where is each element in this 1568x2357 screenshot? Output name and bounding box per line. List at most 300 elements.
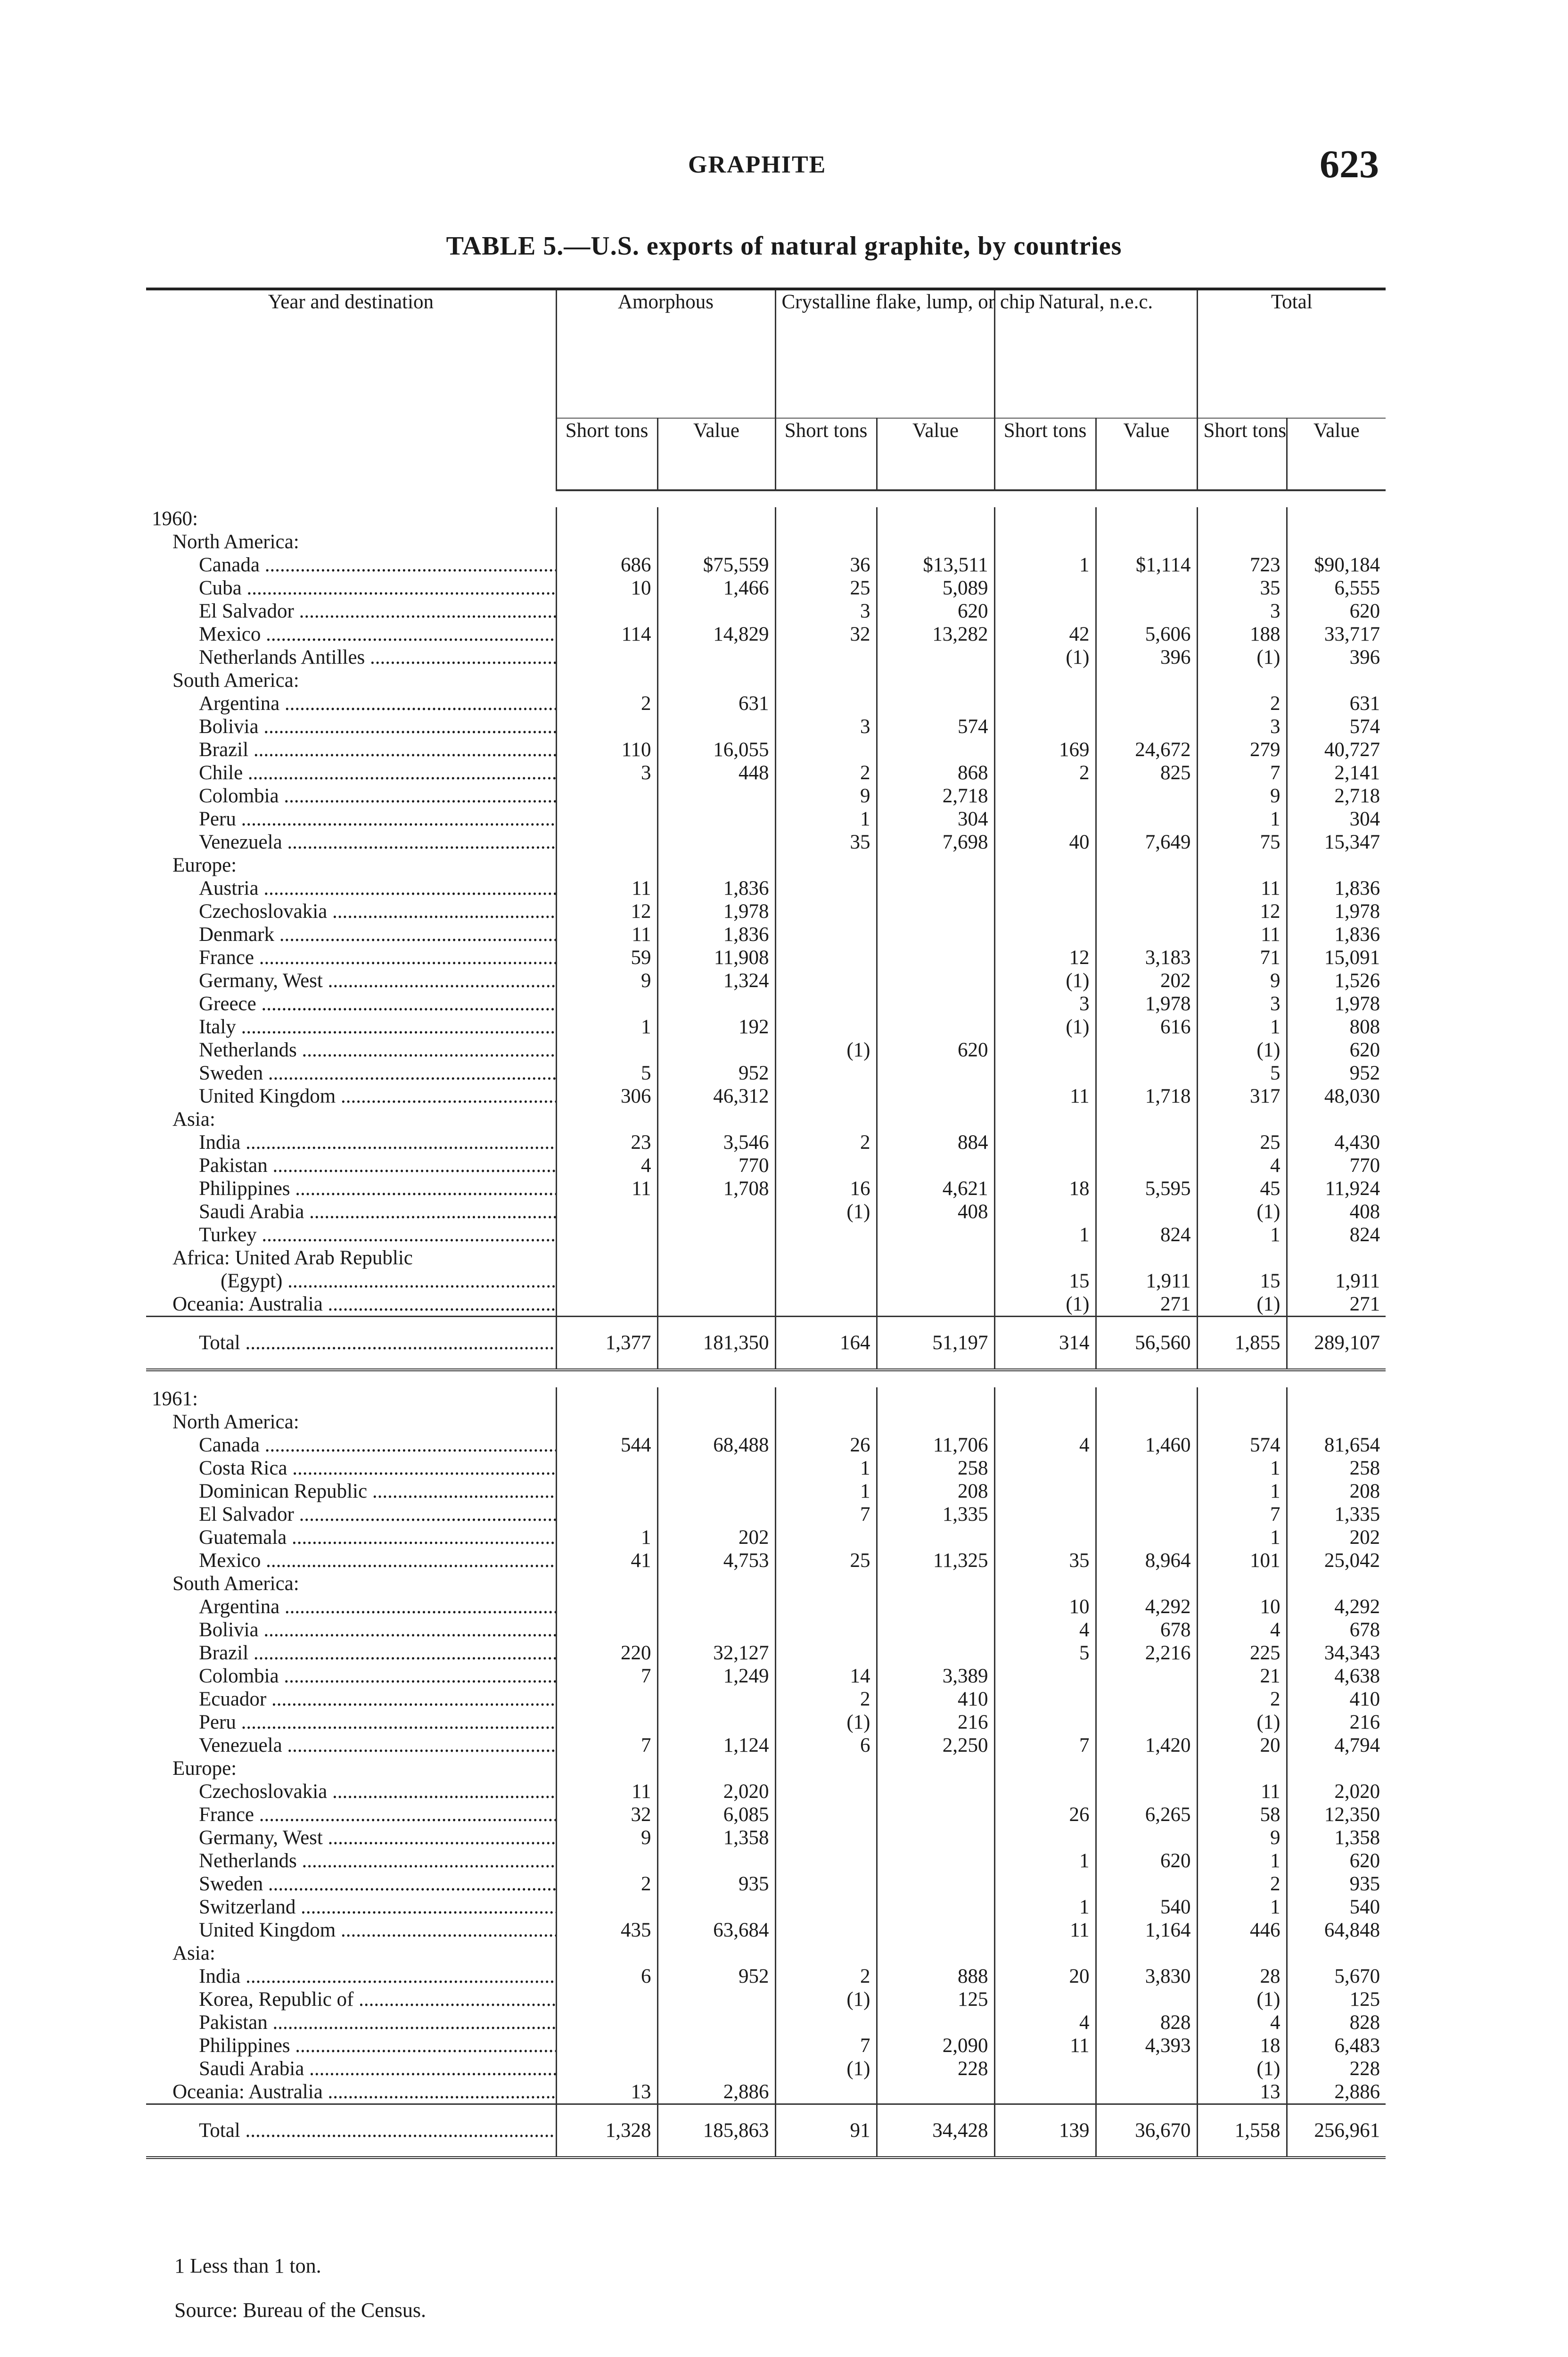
table-cell: 75 — [1197, 831, 1287, 854]
table-cell: 620 — [877, 600, 994, 623]
table-cell: 1,836 — [657, 877, 775, 900]
table-cell: 4 — [1197, 1154, 1287, 1177]
table-cell — [775, 646, 877, 669]
table-cell — [1096, 1200, 1197, 1223]
table-cell — [1096, 1387, 1197, 1410]
table-cell — [775, 1618, 877, 1641]
row-label — [146, 1503, 556, 1526]
table-cell: 435 — [556, 1919, 657, 1942]
footnotes — [174, 2244, 426, 2332]
table-cell — [877, 1154, 994, 1177]
table-cell — [994, 1503, 1096, 1526]
table-cell — [877, 1223, 994, 1246]
table-cell: 620 — [1096, 1849, 1197, 1872]
table-cell — [775, 738, 877, 761]
table-cell: 20 — [994, 1965, 1096, 1988]
table-cell — [994, 1988, 1096, 2011]
table-row — [146, 1780, 1386, 1803]
table-cell — [1287, 1387, 1386, 1410]
table-cell: 1,855 — [1197, 1317, 1287, 1370]
row-label — [146, 784, 556, 808]
table-cell: 225 — [1197, 1641, 1287, 1665]
subheader-short-tons: Short tons — [1197, 418, 1287, 490]
table-cell: 4,621 — [877, 1177, 994, 1200]
table-cell: 11 — [1197, 877, 1287, 900]
table-cell: 7 — [1197, 1503, 1287, 1526]
row-label — [146, 854, 556, 877]
table-cell — [556, 1572, 657, 1595]
table-row — [146, 1038, 1386, 1062]
table-cell: 1,836 — [657, 923, 775, 946]
table-cell — [556, 1246, 657, 1269]
row-label-text: United Kingdom ..... — [199, 1085, 556, 1107]
table-cell: 306 — [556, 1085, 657, 1108]
row-label-text: Germany, West ..... — [199, 970, 556, 992]
row-label-text: France ..... — [199, 1804, 556, 1826]
table-cell: 258 — [1287, 1457, 1386, 1480]
table-cell: 4,393 — [1096, 2034, 1197, 2057]
row-label — [146, 1269, 556, 1293]
row-label-text: Europe: — [172, 1757, 237, 1780]
table-cell — [1197, 669, 1287, 692]
table-cell: 25 — [1197, 1131, 1287, 1154]
table-cell — [1096, 808, 1197, 831]
table-cell: 620 — [1287, 1038, 1386, 1062]
table-row — [146, 1154, 1386, 1177]
table-row — [146, 2034, 1386, 2057]
table-cell — [994, 1572, 1096, 1595]
table-cell: 271 — [1287, 1293, 1386, 1317]
table-cell: 271 — [1096, 1293, 1197, 1317]
table-cell — [556, 2057, 657, 2080]
table-row — [146, 946, 1386, 969]
table-cell: 1,558 — [1197, 2104, 1287, 2158]
table-cell: 139 — [994, 2104, 1096, 2158]
row-label-text: Switzerland ..... — [199, 1896, 556, 1918]
table-cell: 26 — [775, 1434, 877, 1457]
table-cell — [775, 1849, 877, 1872]
table-cell: 408 — [877, 1200, 994, 1223]
table-cell — [556, 1038, 657, 1062]
table-cell — [994, 669, 1096, 692]
table-cell — [1096, 1826, 1197, 1849]
table-cell: 2 — [1197, 1688, 1287, 1711]
table-cell: 6,265 — [1096, 1803, 1197, 1826]
table-cell: 616 — [1096, 1015, 1197, 1038]
table-cell: 185,863 — [657, 2104, 775, 2158]
table-cell — [1096, 1108, 1197, 1131]
table-cell: 2 — [1197, 1872, 1287, 1895]
table-cell: 34,428 — [877, 2104, 994, 2158]
table-cell — [1197, 507, 1287, 530]
table-cell — [775, 530, 877, 553]
table-cell — [1096, 1942, 1197, 1965]
table-row — [146, 623, 1386, 646]
table-cell — [556, 992, 657, 1015]
table-cell: 574 — [1197, 1434, 1287, 1457]
table-cell — [1096, 1503, 1197, 1526]
table-cell: 7,649 — [1096, 831, 1197, 854]
table-cell: 36 — [775, 553, 877, 577]
row-label — [146, 2034, 556, 2057]
table-cell: 4 — [994, 1618, 1096, 1641]
table-cell: 1,978 — [1287, 900, 1386, 923]
table-cell: 4,753 — [657, 1549, 775, 1572]
table-cell — [775, 507, 877, 530]
table-row — [146, 530, 1386, 553]
table-cell — [877, 1269, 994, 1293]
table-cell — [556, 646, 657, 669]
table-cell — [877, 669, 994, 692]
table-cell: 1,708 — [657, 1177, 775, 1200]
table-cell — [994, 1154, 1096, 1177]
table-cell: 13 — [556, 2080, 657, 2104]
table-cell — [556, 600, 657, 623]
table-row — [146, 1826, 1386, 1849]
table-cell: 7 — [775, 1503, 877, 1526]
group-header-natural-nec: Natural, n.e.c. — [994, 290, 1197, 418]
table-row — [146, 1015, 1386, 1038]
table-cell: 1,249 — [657, 1665, 775, 1688]
table-cell: 101 — [1197, 1549, 1287, 1572]
table-row — [146, 1293, 1386, 1317]
running-head — [0, 141, 1568, 184]
table-cell: 35 — [1197, 577, 1287, 600]
table-cell — [657, 1711, 775, 1734]
table-cell: 34,343 — [1287, 1641, 1386, 1665]
table-cell — [556, 1293, 657, 1317]
row-label — [146, 1457, 556, 1480]
table-cell: 12 — [994, 946, 1096, 969]
table-cell: (1) — [994, 646, 1096, 669]
table-cell: 4 — [994, 2011, 1096, 2034]
table-cell: 1,978 — [1287, 992, 1386, 1015]
table-cell — [994, 1131, 1096, 1154]
table-cell: 1,335 — [1287, 1503, 1386, 1526]
table-cell — [775, 854, 877, 877]
row-label-text: Mexico ..... — [199, 1549, 556, 1572]
table-cell — [657, 1849, 775, 1872]
row-label-text: Netherlands ..... — [199, 1039, 556, 1061]
table-cell — [1197, 1246, 1287, 1269]
table-cell — [994, 877, 1096, 900]
table-cell: 1,978 — [657, 900, 775, 923]
table-cell — [877, 1572, 994, 1595]
table-cell: 540 — [1287, 1895, 1386, 1919]
table-cell: 1 — [1197, 1015, 1287, 1038]
row-label-text: Sweden ..... — [199, 1873, 556, 1895]
table-cell — [877, 1895, 994, 1919]
table-cell: 1,526 — [1287, 969, 1386, 992]
table-cell — [775, 1410, 877, 1434]
table-cell: 6 — [775, 1734, 877, 1757]
row-label — [146, 877, 556, 900]
table-cell — [556, 1223, 657, 1246]
table-cell: 1 — [1197, 1223, 1287, 1246]
table-cell: 7 — [775, 2034, 877, 2057]
table-cell: 9 — [556, 1826, 657, 1849]
table-row — [146, 1942, 1386, 1965]
table-cell — [657, 1480, 775, 1503]
table-cell: 7 — [994, 1734, 1096, 1757]
table-cell: 258 — [877, 1457, 994, 1480]
table-cell — [877, 692, 994, 715]
table-cell: 3,830 — [1096, 1965, 1197, 1988]
table-cell: 11,325 — [877, 1549, 994, 1572]
table-cell: (1) — [1197, 1988, 1287, 2011]
table-cell — [877, 1015, 994, 1038]
table-cell: 4,292 — [1287, 1595, 1386, 1618]
row-label-text: India ..... — [199, 1965, 556, 1987]
table-row — [146, 1688, 1386, 1711]
table-cell — [877, 900, 994, 923]
table-cell: (1) — [1197, 1293, 1287, 1317]
table-cell — [657, 715, 775, 738]
table-cell: (1) — [775, 1988, 877, 2011]
table-cell: 256,961 — [1287, 2104, 1386, 2158]
table-cell — [877, 923, 994, 946]
row-label — [146, 530, 556, 553]
table-cell: 1 — [775, 808, 877, 831]
table-cell — [1096, 507, 1197, 530]
table-cell: 16,055 — [657, 738, 775, 761]
table-cell — [657, 669, 775, 692]
table-cell: 1,335 — [877, 1503, 994, 1526]
table-cell — [1096, 692, 1197, 715]
table-cell — [556, 831, 657, 854]
row-label-text: Asia: — [172, 1108, 215, 1130]
row-label-text: Oceania: Australia ..... — [172, 1293, 556, 1315]
table-cell: 631 — [657, 692, 775, 715]
group-header-crystalline: Crystalline flake, lump, or chip — [775, 290, 994, 418]
row-label-text: Sweden ..... — [199, 1062, 556, 1084]
table-cell — [877, 1919, 994, 1942]
row-label — [146, 1919, 556, 1942]
table-cell — [556, 1269, 657, 1293]
table-cell: (1) — [994, 1015, 1096, 1038]
table-cell — [657, 1246, 775, 1269]
table-cell: 935 — [657, 1872, 775, 1895]
table-cell — [657, 1503, 775, 1526]
row-label-text: Venezuela ..... — [199, 831, 556, 853]
table-cell — [556, 1849, 657, 1872]
table-cell — [657, 1618, 775, 1641]
table-row — [146, 1526, 1386, 1549]
table-row — [146, 1734, 1386, 1757]
table-cell: (1) — [775, 2057, 877, 2080]
row-label — [146, 1293, 556, 1317]
table-cell — [556, 808, 657, 831]
table-cell: 3 — [1197, 992, 1287, 1015]
table-cell: 10 — [1197, 1595, 1287, 1618]
table-cell — [994, 1457, 1096, 1480]
table-cell — [775, 692, 877, 715]
table-cell: 2,886 — [657, 2080, 775, 2104]
table-cell: 11 — [1197, 1780, 1287, 1803]
table-cell — [877, 507, 994, 530]
row-label — [146, 1849, 556, 1872]
table-cell — [775, 1872, 877, 1895]
table-cell — [775, 877, 877, 900]
table-cell — [657, 2034, 775, 2057]
table-title: TABLE 5.—U.S. exports of natural graphite, by countries — [446, 231, 1122, 261]
row-label — [146, 1942, 556, 1965]
table-cell — [657, 808, 775, 831]
table-cell: 202 — [657, 1526, 775, 1549]
row-label — [146, 1872, 556, 1895]
row-label — [146, 969, 556, 992]
table-cell: 125 — [877, 1988, 994, 2011]
table-cell: 396 — [1096, 646, 1197, 669]
table-cell — [877, 1826, 994, 1849]
row-label — [146, 1988, 556, 2011]
table-cell: 824 — [1287, 1223, 1386, 1246]
table-cell — [775, 1826, 877, 1849]
row-label-text: El Salvador ..... — [199, 600, 556, 622]
table-row — [146, 577, 1386, 600]
row-label-text: Colombia ..... — [199, 1665, 556, 1687]
table-cell: 3 — [994, 992, 1096, 1015]
table-cell: (1) — [775, 1711, 877, 1734]
table-cell: 314 — [994, 1317, 1096, 1370]
table-cell: 208 — [1287, 1480, 1386, 1503]
table-cell: 1 — [1197, 1849, 1287, 1872]
table-cell: 1,358 — [1287, 1826, 1386, 1849]
table-cell — [1096, 877, 1197, 900]
table-cell: 58 — [1197, 1803, 1287, 1826]
table-cell: 110 — [556, 738, 657, 761]
table-cell: $1,114 — [1096, 553, 1197, 577]
row-label-text: Chile ..... — [199, 762, 556, 784]
table-cell: 3 — [775, 600, 877, 623]
table-cell — [556, 784, 657, 808]
table-cell — [994, 854, 1096, 877]
table-cell: 208 — [877, 1480, 994, 1503]
row-label-text: Europe: — [172, 854, 237, 876]
table-cell — [556, 2011, 657, 2034]
row-label — [146, 923, 556, 946]
table-cell: 574 — [877, 715, 994, 738]
table-cell: 448 — [657, 761, 775, 784]
table-cell — [775, 1919, 877, 1942]
table-cell — [994, 1526, 1096, 1549]
table-cell — [1096, 1711, 1197, 1734]
table-cell — [775, 923, 877, 946]
footnote-less-than-one-ton: 1 Less than 1 ton. — [174, 2254, 321, 2277]
row-label-text: Guatemala ..... — [199, 1526, 556, 1549]
table-cell — [657, 1942, 775, 1965]
table-cell: 4,794 — [1287, 1734, 1386, 1757]
table-cell — [994, 2080, 1096, 2104]
table-cell: 12 — [556, 900, 657, 923]
table-cell — [775, 1223, 877, 1246]
table-row — [146, 1387, 1386, 1410]
table-cell — [657, 854, 775, 877]
table-cell: 2 — [556, 1872, 657, 1895]
table-cell: 574 — [1287, 715, 1386, 738]
table-row — [146, 854, 1386, 877]
row-label — [146, 1965, 556, 1988]
table-cell — [1096, 1062, 1197, 1085]
table-cell — [556, 669, 657, 692]
row-label-text: Pakistan ..... — [199, 2011, 556, 2034]
table-cell: $75,559 — [657, 553, 775, 577]
exports-table — [146, 288, 1386, 2159]
table-cell: (1) — [1197, 1038, 1287, 1062]
subheader-short-tons: Short tons — [775, 418, 877, 490]
table-cell — [1096, 1457, 1197, 1480]
table-row — [146, 1803, 1386, 1826]
row-label-text: Canada ..... — [199, 1434, 556, 1456]
table-cell: 2 — [994, 761, 1096, 784]
row-label — [146, 1572, 556, 1595]
table-cell — [556, 1988, 657, 2011]
table-cell: 20 — [1197, 1734, 1287, 1757]
row-label-text: Saudi Arabia ..... — [199, 1201, 556, 1223]
table-cell — [994, 577, 1096, 600]
page-number: 623 — [1320, 142, 1379, 186]
row-label — [146, 1688, 556, 1711]
table-cell: 2 — [775, 1131, 877, 1154]
table-row — [146, 1269, 1386, 1293]
table-cell: 42 — [994, 623, 1096, 646]
table-cell — [1096, 1780, 1197, 1803]
table-cell — [775, 946, 877, 969]
table-cell — [775, 1387, 877, 1410]
table-row — [146, 1108, 1386, 1131]
table-cell: (1) — [1197, 1711, 1287, 1734]
row-label-text: Argentina ..... — [199, 692, 556, 715]
table-cell — [556, 1108, 657, 1131]
row-label-text: North America: — [172, 531, 299, 553]
table-cell — [994, 507, 1096, 530]
table-cell: 1,164 — [1096, 1919, 1197, 1942]
table-cell: 4 — [556, 1154, 657, 1177]
table-cell — [994, 1757, 1096, 1780]
table-cell — [877, 1757, 994, 1780]
table-cell — [1096, 1154, 1197, 1177]
stub-header: Year and destination — [268, 291, 434, 313]
table-row — [146, 1246, 1386, 1269]
table-cell — [1096, 669, 1197, 692]
table-cell: 410 — [1287, 1688, 1386, 1711]
table-cell: 824 — [1096, 1223, 1197, 1246]
row-label — [146, 623, 556, 646]
table-cell — [877, 646, 994, 669]
running-title: GRAPHITE — [688, 151, 827, 178]
table-cell: 2 — [556, 692, 657, 715]
table-cell: (1) — [1197, 2057, 1287, 2080]
table-row — [146, 1410, 1386, 1434]
row-label — [146, 946, 556, 969]
table-cell — [877, 1780, 994, 1803]
table-cell — [657, 646, 775, 669]
table-cell — [1096, 923, 1197, 946]
row-label-text: Czechoslovakia ..... — [199, 900, 556, 923]
table-cell: 4 — [1197, 1618, 1287, 1641]
row-label — [146, 1154, 556, 1177]
table-cell: 23 — [556, 1131, 657, 1154]
table-cell — [556, 1757, 657, 1780]
table-cell — [1096, 900, 1197, 923]
total-row — [146, 2104, 1386, 2158]
table-cell: 1 — [1197, 808, 1287, 831]
table-cell: 11 — [556, 877, 657, 900]
table-cell: 4,638 — [1287, 1665, 1386, 1688]
table-cell — [657, 1988, 775, 2011]
table-row — [146, 831, 1386, 854]
table-cell — [994, 900, 1096, 923]
